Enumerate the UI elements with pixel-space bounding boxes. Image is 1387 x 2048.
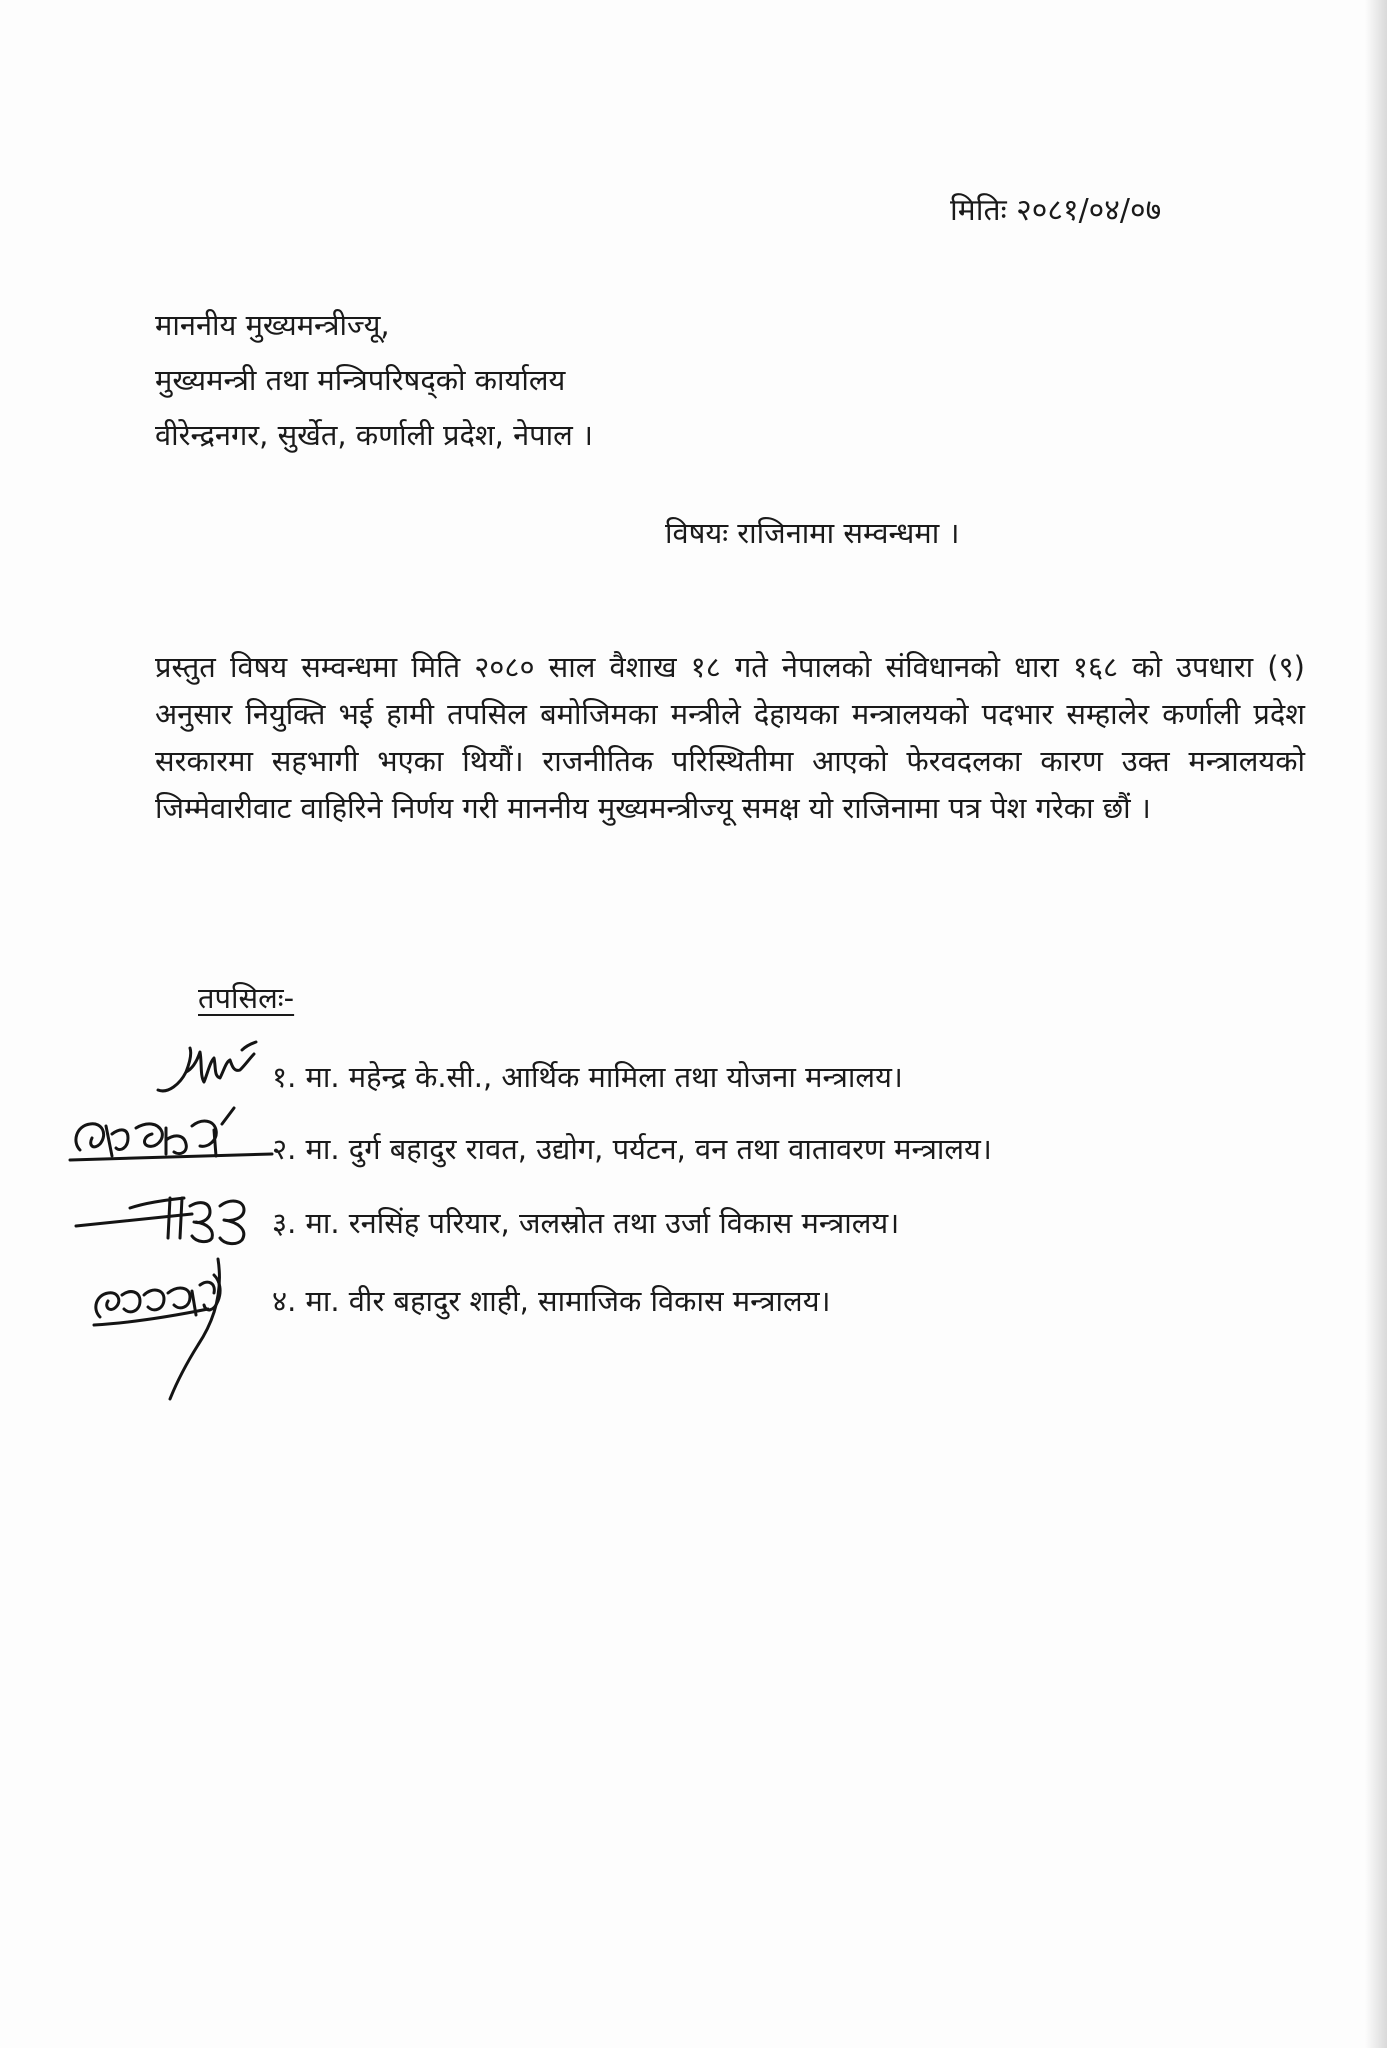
letter-subject: विषयः राजिनामा सम्वन्धमा । [665,516,960,550]
addressee-line-1: माननीय मुख्यमन्त्रीज्यू, [155,308,390,342]
signature-1 [150,1032,275,1102]
list-item-2: २. मा. दुर्ग बहादुर रावत, उद्योग, पर्यटन, वन तथा वातावरण मन्त्रालय। [272,1132,992,1166]
list-item-3: ३. मा. रनसिंह परियार, जलस्रोत तथा उर्जा विकास मन्त्रालय। [272,1206,900,1240]
letter-body: प्रस्तुत विषय सम्वन्धमा मिति २०८० साल वैशाख १८ गते नेपालको संविधानको धारा १६८ को उपधारा (९) अनुसार नियुक्ति भई हामी तपसिल बमोजिमका मन्त्रीले देहायका मन्त्रालयको पदभार सम्हालेर कर्णाली प्रदेश सरकारमा सहभागी भएका थियौं। राजनीतिक परिस्थितीमा आएको फेरवदलका कारण उक्त मन्त्रालयको जिम्मेवारीवाट वाहिरिने निर्णय गरी माननीय मुख्यमन्त्रीज्यू समक्ष यो राजिनामा पत्र पेश गरेका छौं । [155,650,1305,825]
list-item-4: ४. मा. वीर बहादुर शाही, सामाजिक विकास मन्त्रालय। [272,1284,831,1318]
signature-3 [72,1182,272,1254]
addressee-line-3: वीरेन्द्रनगर, सुर्खेत, कर्णाली प्रदेश, नेपाल । [155,418,594,452]
details-heading: तपसिलः- [198,981,295,1015]
signature-4 [88,1255,268,1405]
page-edge-shadow [1365,0,1387,2048]
list-item-1: १. मा. महेन्द्र के.सी., आर्थिक मामिला तथा योजना मन्त्रालय। [272,1060,903,1094]
addressee-block [155,298,593,463]
addressee-line-2: मुख्यमन्त्री तथा मन्त्रिपरिषद्को कार्यालय [155,363,566,397]
letter-date: मितिः २०८१/०४/०७ [950,193,1162,228]
signature-2 [66,1104,276,1176]
